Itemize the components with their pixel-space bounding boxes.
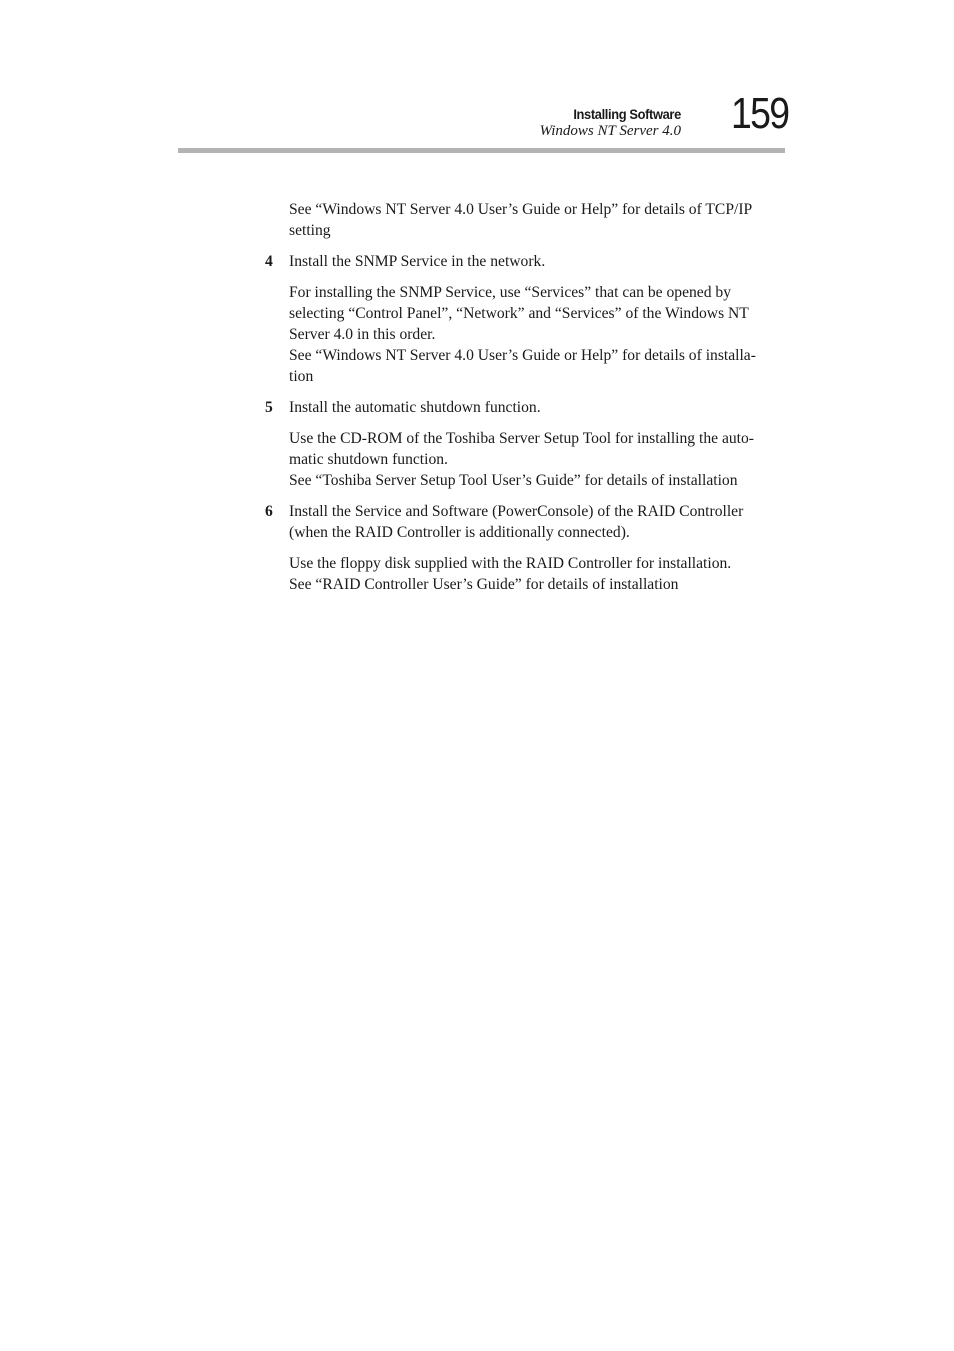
step-5 <box>265 397 785 418</box>
text-line: See “RAID Controller User’s Guide” for details of installation <box>289 576 679 593</box>
page-number: 159 <box>731 89 789 138</box>
step-text: Install the SNMP Service in the network. <box>289 253 546 270</box>
text-line: See “Windows NT Server 4.0 User’s Guide or Help” for details of installa- <box>289 347 756 364</box>
page-header <box>0 0 954 160</box>
step-text: Install the automatic shutdown function. <box>289 399 541 416</box>
text-line: matic shutdown function. <box>289 451 448 468</box>
step-4 <box>265 251 785 272</box>
page-body <box>265 199 785 605</box>
step-6-detail <box>289 553 785 595</box>
text-line: selecting “Control Panel”, “Network” and “Services” of the Windows NT <box>289 305 749 322</box>
text-line: Use the CD-ROM of the Toshiba Server Setup Tool for installing the auto- <box>289 430 754 447</box>
text-line: For installing the SNMP Service, use “Services” that can be opened by <box>289 284 732 301</box>
step-number: 5 <box>265 399 273 416</box>
step-6 <box>265 501 785 543</box>
section-subtitle: Windows NT Server 4.0 <box>539 123 681 139</box>
text-line: See “Toshiba Server Setup Tool User’s Guide” for details of installation <box>289 472 738 489</box>
text-line: See “Windows NT Server 4.0 User’s Guide or Help” for details of TCP/IP <box>289 201 753 218</box>
text-line: tion <box>289 368 314 385</box>
section-title: Installing Software <box>573 106 681 122</box>
step-4-detail <box>289 282 785 387</box>
header-rule <box>178 148 785 153</box>
step-5-detail <box>289 428 785 491</box>
text-line: Use the floppy disk supplied with the RAID Controller for installation. <box>289 555 732 572</box>
step-number: 4 <box>265 253 273 270</box>
step-text: Install the Service and Software (PowerConsole) of the RAID Controller <box>289 503 744 520</box>
text-line: setting <box>289 222 331 239</box>
text-line: Server 4.0 in this order. <box>289 326 436 343</box>
step-number: 6 <box>265 503 273 520</box>
intro-paragraph <box>289 199 785 241</box>
step-text: (when the RAID Controller is additionally connected). <box>289 524 630 541</box>
